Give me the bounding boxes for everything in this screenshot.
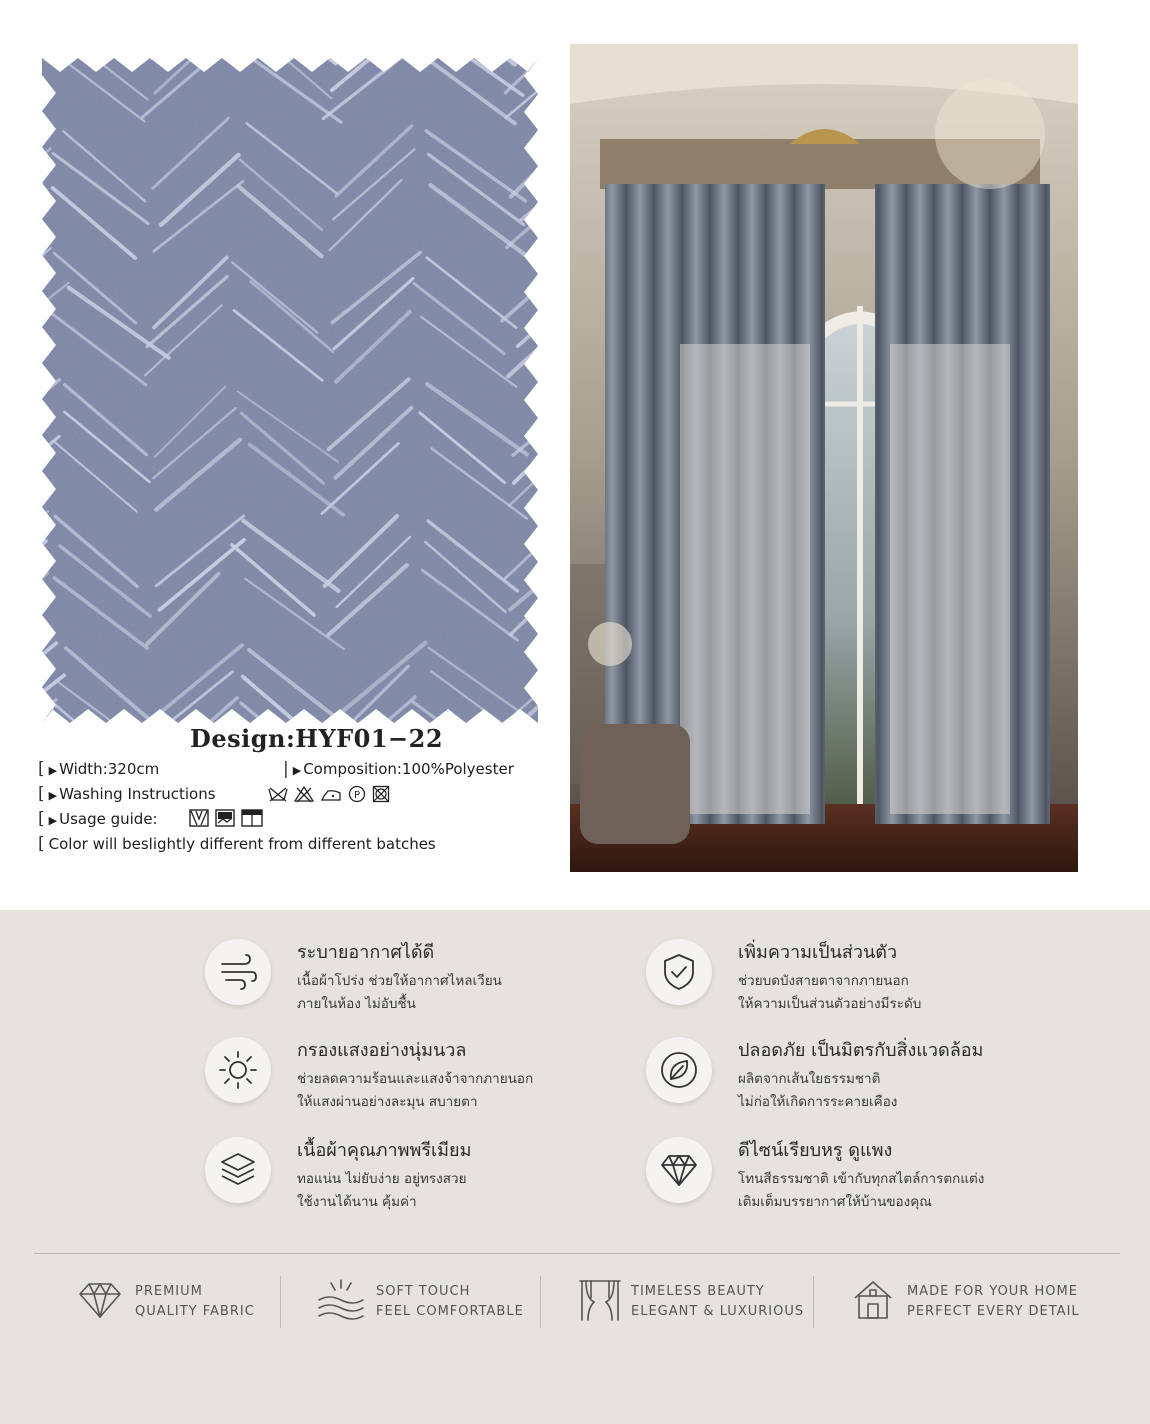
- feature-title: กรองแสงอย่างนุ่มนวล: [297, 1040, 467, 1061]
- features-section: [0, 910, 1150, 1424]
- feature-icon-badge: [646, 1037, 712, 1103]
- feature-desc: เติมเต็มบรรยากาศให้บ้านของคุณ: [738, 1194, 932, 1210]
- curtain-icon: [578, 1278, 622, 1322]
- bracket-mark: |: [283, 759, 289, 779]
- drapery-icon: [241, 809, 263, 827]
- curtain-room-illustration: [570, 44, 1078, 872]
- fabric-swatch: [42, 58, 538, 723]
- feature-icon-badge: [646, 939, 712, 1005]
- badge-line: ELEGANT & LUXURIOUS: [631, 1304, 805, 1319]
- badge-timeless: [578, 1276, 808, 1326]
- section-divider: [34, 1253, 1120, 1254]
- bracket-mark: [: [38, 759, 45, 779]
- badge-soft-touch: [317, 1276, 537, 1326]
- color-note: [38, 834, 436, 854]
- house-icon: [852, 1278, 894, 1320]
- layers-icon: [218, 1150, 258, 1190]
- badge-premium: [78, 1276, 278, 1326]
- width-spec: [38, 759, 159, 779]
- badge-text: [135, 1282, 255, 1322]
- feature-eco: [646, 1037, 1066, 1127]
- badge-line: TIMELESS BEAUTY: [631, 1284, 765, 1299]
- badge-separator: [280, 1276, 281, 1328]
- badge-line: PERFECT EVERY DETAIL: [907, 1304, 1080, 1319]
- play-icon: ▶: [48, 814, 58, 827]
- feature-desc: เนื้อผ้าโปร่ง ช่วยให้อากาศไหลเวียน: [297, 973, 502, 989]
- svg-text:P: P: [353, 790, 361, 801]
- feature-title: ระบายอากาศได้ดี: [297, 942, 435, 963]
- bracket-mark: [: [38, 809, 45, 829]
- feature-icon-badge: [205, 1137, 271, 1203]
- feature-icon-badge: [205, 939, 271, 1005]
- washing-label: Washing Instructions: [59, 785, 216, 803]
- feature-title: ดีไซน์เรียบหรู ดูแพง: [738, 1140, 893, 1161]
- width-label: Width:320cm: [59, 760, 160, 778]
- swatch-streak: [42, 700, 56, 723]
- badge-line: MADE FOR YOUR HOME: [907, 1284, 1078, 1299]
- feature-icon-badge: [646, 1137, 712, 1203]
- badge-line: SOFT TOUCH: [376, 1284, 471, 1299]
- no-wash-icon: [268, 785, 288, 803]
- badge-text: [907, 1282, 1080, 1322]
- badge-text: [376, 1282, 524, 1322]
- roman-blind-icon: [215, 809, 235, 827]
- badge-separator: [540, 1276, 541, 1328]
- washing-spec: [38, 784, 216, 804]
- play-icon: ▶: [48, 789, 58, 802]
- curtain-usage-icon: [189, 809, 209, 827]
- feature-icon-badge: [205, 1037, 271, 1103]
- wind-icon: [218, 952, 258, 992]
- feature-desc: โทนสีธรรมชาติ เข้ากับทุกสไตล์การตกแต่ง: [738, 1171, 985, 1187]
- color-note-text: Color will beslightly different from different batches: [48, 835, 436, 853]
- feature-title: เพิ่มความเป็นส่วนตัว: [738, 942, 898, 963]
- sun-icon: [218, 1050, 258, 1090]
- room-photo: [570, 44, 1078, 872]
- badge-line: FEEL COMFORTABLE: [376, 1304, 524, 1319]
- no-tumble-dry-icon: [372, 785, 390, 803]
- feature-desc: ให้แสงผ่านอย่างละมุน สบายตา: [297, 1094, 478, 1110]
- feature-desc: ภายในห้อง ไม่อับชื้น: [297, 996, 416, 1012]
- shield-check-icon: [659, 952, 699, 992]
- usage-label: Usage guide:: [59, 810, 158, 828]
- feature-title: เนื้อผ้าคุณภาพพรีเมียม: [297, 1140, 472, 1161]
- bracket-mark: [: [38, 834, 45, 854]
- leaf-icon: [659, 1050, 699, 1090]
- feature-desc: ช่วยบดบังสายตาจากภายนอก: [738, 973, 909, 989]
- usage-icons: [189, 809, 263, 827]
- no-bleach-icon: [294, 785, 314, 803]
- diamond-icon: [78, 1278, 122, 1320]
- feature-premium: [205, 1137, 625, 1227]
- play-icon: ▶: [48, 764, 58, 777]
- swatch-streak: [152, 58, 230, 59]
- play-icon: ▶: [292, 764, 302, 777]
- dry-clean-p-icon: [348, 785, 366, 803]
- iron-icon: [320, 785, 342, 803]
- feature-breathable: [205, 939, 625, 1029]
- design-code: Design:HYF01−22: [190, 724, 444, 753]
- swatch-streak: [340, 58, 423, 59]
- swatch-image: [42, 58, 538, 723]
- diamond-icon: [659, 1150, 699, 1190]
- composition-spec: [283, 759, 514, 779]
- composition-label: Composition:100%Polyester: [303, 760, 514, 778]
- feature-light-filter: [205, 1037, 625, 1127]
- feature-desc: ไม่ก่อให้เกิดการระคายเคือง: [738, 1094, 898, 1110]
- feature-desc: ให้ความเป็นส่วนตัวอย่างมีระดับ: [738, 996, 922, 1012]
- feature-title: ปลอดภัย เป็นมิตรกับสิ่งแวดล้อม: [738, 1040, 984, 1061]
- feature-desc: ทอแน่น ไม่ยับง่าย อยู่ทรงสวย: [297, 1171, 467, 1187]
- washing-icons: [268, 785, 390, 803]
- badge-text: [631, 1282, 804, 1322]
- feature-privacy: [646, 939, 1066, 1029]
- badge-line: PREMIUM: [135, 1284, 203, 1299]
- feature-desc: ใช้งานได้นาน คุ้มค่า: [297, 1194, 417, 1210]
- soft-wave-icon: [317, 1278, 365, 1320]
- bracket-mark: [: [38, 784, 45, 804]
- badge-home: [852, 1276, 1092, 1326]
- badge-line: QUALITY FABRIC: [135, 1304, 255, 1319]
- usage-spec: [38, 809, 158, 829]
- badge-separator: [813, 1276, 814, 1328]
- feature-desc: ช่วยลดความร้อนและแสงจ้าจากภายนอก: [297, 1071, 534, 1087]
- feature-design: [646, 1137, 1066, 1227]
- feature-desc: ผลิตจากเส้นใยธรรมชาติ: [738, 1071, 881, 1087]
